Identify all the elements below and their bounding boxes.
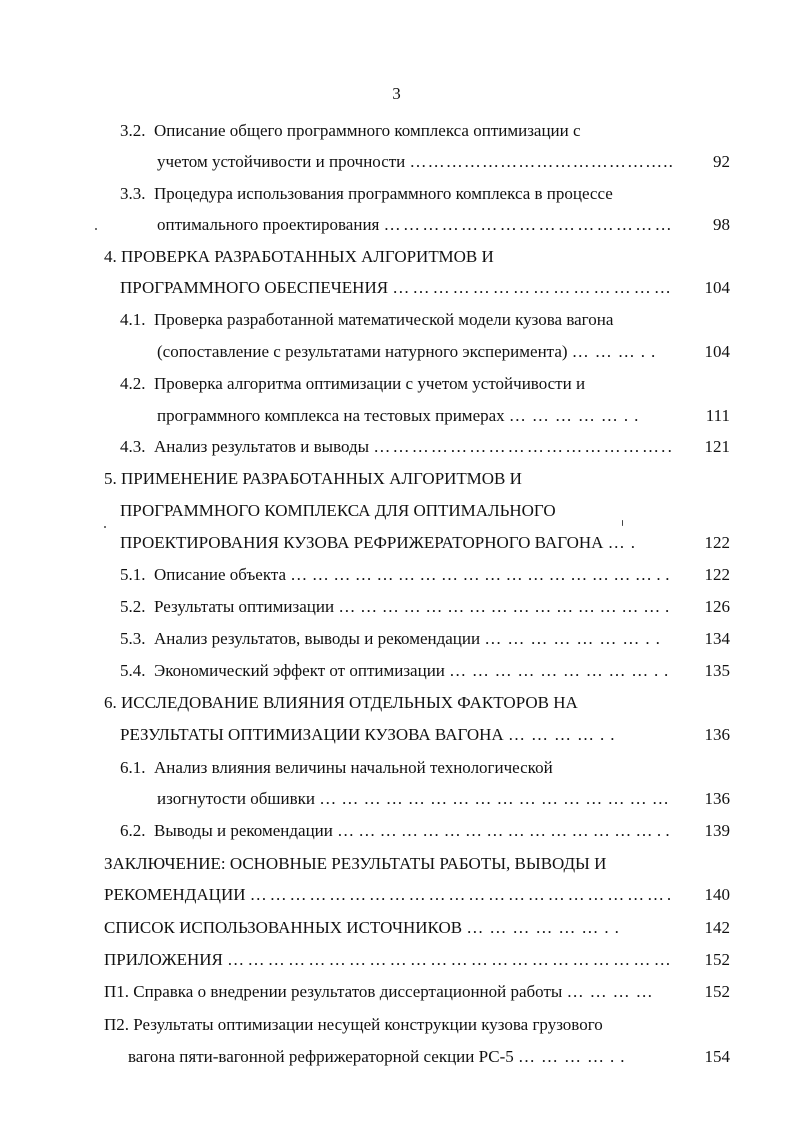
toc-leader-dots: ……………………………………… <box>383 215 674 234</box>
toc-entry-title: ЗАКЛЮЧЕНИЕ: ОСНОВНЫЕ РЕЗУЛЬТАТЫ РАБОТЫ, ВЫВОДЫ И <box>104 854 607 873</box>
toc-entry <box>104 881 674 909</box>
toc-entry-title: программного комплекса на тестовых примерах <box>157 406 505 425</box>
toc-entry-title: (сопоставление с результатами натурного эксперимента) <box>157 342 568 361</box>
toc-leader-dots: ………………….. <box>484 629 666 648</box>
toc-entry <box>120 497 556 525</box>
toc-entry-title: 6. ИССЛЕДОВАНИЕ ВЛИЯНИЯ ОТДЕЛЬНЫХ ФАКТОРОВ НА <box>104 693 578 712</box>
toc-leader-dots: ………….. <box>518 1047 631 1066</box>
toc-entry <box>120 817 674 845</box>
toc-entry <box>120 117 581 145</box>
toc-leader-dots: ……………………………………….. <box>337 821 674 840</box>
toc-leader-dots: …. <box>607 533 641 552</box>
toc-page-number: 139 <box>704 821 730 840</box>
toc-page-number: 104 <box>704 342 730 361</box>
toc-page-number: 136 <box>704 725 730 744</box>
toc-page-number: 126 <box>704 597 730 616</box>
toc-entry <box>104 465 522 493</box>
toc-page-number: 136 <box>704 789 730 808</box>
toc-entry <box>120 721 620 749</box>
toc-leader-dots: ……………….. <box>466 918 625 937</box>
toc-entry <box>120 561 674 589</box>
toc-entry-title: 4. ПРОВЕРКА РАЗРАБОТАННЫХ АЛГОРИТМОВ И <box>104 247 494 266</box>
toc-leader-dots: ………… <box>566 982 659 1001</box>
toc-entry <box>157 148 674 176</box>
toc-page-number: 134 <box>704 629 730 648</box>
toc-page-number: 104 <box>704 278 730 297</box>
toc-entry-title: 5.4. Экономический эффект от оптимизации <box>120 661 445 680</box>
toc-entry <box>157 402 644 430</box>
toc-entry <box>104 850 606 878</box>
toc-entry <box>104 243 494 271</box>
toc-page-number: 142 <box>704 918 730 937</box>
toc-entry <box>120 529 641 557</box>
toc-entry-title: РЕЗУЛЬТАТЫ ОПТИМИЗАЦИИ КУЗОВА ВАГОНА <box>120 725 504 744</box>
toc-entry-title: учетом устойчивости и прочности <box>157 152 406 171</box>
toc-leader-dots: ………………………………………. <box>338 597 674 616</box>
toc-page-number: 111 <box>705 406 730 425</box>
toc-page-number: 92 <box>713 152 730 171</box>
toc-entry <box>157 338 661 366</box>
toc-entry-title: 5.2. Результаты оптимизации <box>120 597 335 616</box>
toc-page-number: 122 <box>704 565 730 584</box>
toc-entry <box>157 211 674 239</box>
toc-entry <box>120 754 553 782</box>
toc-entry-title: 4.1. Проверка разработанной математической модели кузова вагона <box>120 310 614 329</box>
toc-page-number: 122 <box>704 533 730 552</box>
toc-leader-dots: ………………………………………… <box>319 789 674 808</box>
toc-entry <box>120 306 613 334</box>
toc-leader-dots: …………………………………………….. <box>290 565 674 584</box>
toc-entry-title: ПРОГРАММНОГО ОБЕСПЕЧЕНИЯ <box>120 278 389 297</box>
toc-entry <box>120 657 674 685</box>
toc-entry <box>120 370 585 398</box>
toc-entry-title: изогнутости обшивки <box>157 789 315 808</box>
toc-entry-title: П1. Справка о внедрении результатов диссертационной работы <box>104 982 563 1001</box>
toc-entry-title: 3.3. Процедура использования программного комплекса в процессе <box>120 184 613 203</box>
toc-entry <box>120 180 613 208</box>
toc-entry <box>120 625 666 653</box>
toc-entry-title: 5.1. Описание объекта <box>120 565 287 584</box>
toc-leader-dots: …………………………………….. <box>409 152 674 171</box>
toc-entry-title: 4.3. Анализ результатов и выводы <box>120 437 370 456</box>
toc-entry <box>104 1011 603 1039</box>
toc-entry <box>104 946 674 974</box>
toc-entry-title: 6.2. Выводы и рекомендации <box>120 821 333 840</box>
scan-speck <box>104 526 106 528</box>
toc-entry-title: РЕКОМЕНДАЦИИ <box>104 885 246 904</box>
toc-entry <box>104 914 625 942</box>
toc-leader-dots: …………………………………… <box>392 278 674 297</box>
toc-page-number: 152 <box>704 982 730 1001</box>
toc-entry-title: вагона пяти-вагонной рефрижераторной секции РС-5 <box>128 1047 514 1066</box>
page-number: 3 <box>392 84 401 103</box>
toc-entry <box>120 593 674 621</box>
scan-speck <box>622 520 623 526</box>
toc-leader-dots: ………….. <box>507 725 621 744</box>
scan-speck <box>95 228 97 230</box>
toc-entry <box>128 1043 631 1071</box>
toc-leader-dots: ………………………………………………………… <box>227 950 674 969</box>
toc-entry-title: П2. Результаты оптимизации несущей конструкции кузова грузового <box>104 1015 603 1034</box>
toc-entry-title: оптимального проектирования <box>157 215 380 234</box>
toc-leader-dots: ……….. <box>571 342 662 361</box>
toc-leader-dots: ……………………….. <box>449 661 674 680</box>
toc-leader-dots: ……………………………………….. <box>373 437 674 456</box>
toc-leader-dots: ………………………………………………………. <box>249 885 674 904</box>
toc-page-number: 135 <box>704 661 730 680</box>
toc-leader-dots: …………….. <box>508 406 645 425</box>
toc-entry-title: 3.2. Описание общего программного комплекса оптимизации с <box>120 121 581 140</box>
toc-page-number: 98 <box>713 215 730 234</box>
toc-page-number: 152 <box>704 950 730 969</box>
toc-entry-title: СПИСОК ИСПОЛЬЗОВАННЫХ ИСТОЧНИКОВ <box>104 918 463 937</box>
toc-entry-title: ПРИЛОЖЕНИЯ <box>104 950 223 969</box>
toc-entry <box>157 785 674 813</box>
toc-entry <box>104 978 659 1006</box>
toc-entry <box>104 689 578 717</box>
toc-entry <box>120 433 674 461</box>
toc-page-number: 154 <box>704 1047 730 1066</box>
toc-entry-title: 5.3. Анализ результатов, выводы и рекомендации <box>120 629 481 648</box>
toc-entry-title: ПРОГРАММНОГО КОМПЛЕКСА ДЛЯ ОПТИМАЛЬНОГО <box>120 501 556 520</box>
toc-entry-title: 6.1. Анализ влияния величины начальной технологической <box>120 758 553 777</box>
toc-entry-title: 5. ПРИМЕНЕНИЕ РАЗРАБОТАННЫХ АЛГОРИТМОВ И <box>104 469 522 488</box>
toc-entry-title: 4.2. Проверка алгоритма оптимизации с учетом устойчивости и <box>120 374 586 393</box>
toc-entry <box>120 274 674 302</box>
toc-page-number: 140 <box>704 885 730 904</box>
toc-entry-title: ПРОЕКТИРОВАНИЯ КУЗОВА РЕФРИЖЕРАТОРНОГО ВАГОНА <box>120 533 604 552</box>
toc-page-number: 121 <box>704 437 730 456</box>
